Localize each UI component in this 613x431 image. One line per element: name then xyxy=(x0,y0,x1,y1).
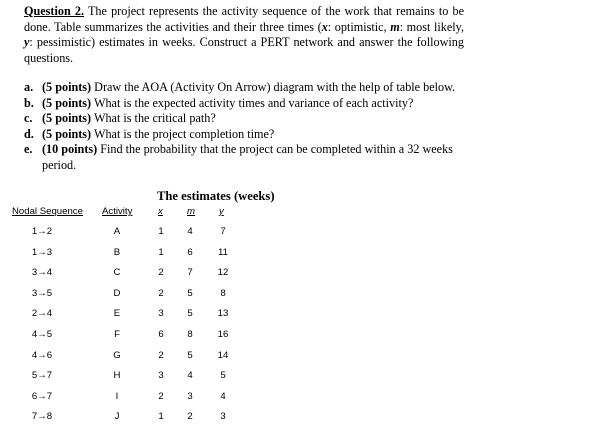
sub-question xyxy=(24,142,474,173)
sub-question-body xyxy=(42,80,474,96)
x-cell: 2 xyxy=(158,349,164,361)
sub-question-letter: d. xyxy=(24,126,34,141)
y-cell: 4 xyxy=(220,390,226,402)
sub-question-points: (5 points) xyxy=(42,126,92,141)
sub-question-text: What is the project completion time? xyxy=(93,126,275,141)
m-cell: 5 xyxy=(187,349,193,361)
nodal-sequence-cell: 1→2 xyxy=(31,226,53,237)
y-symbol: y xyxy=(24,35,30,50)
activity-cell: F xyxy=(114,329,120,340)
activity-cell: D xyxy=(113,287,121,299)
x-cell: 2 xyxy=(158,390,164,402)
sub-question-letter: c. xyxy=(24,111,33,126)
m-cell: 3 xyxy=(187,390,193,402)
x-cell: 1 xyxy=(158,411,164,423)
sub-question-body xyxy=(42,127,474,143)
y-cell: 8 xyxy=(220,287,226,299)
m-symbol: m xyxy=(390,19,400,34)
sub-question-text: Draw the AOA (Activity On Arrow) diagram with the help of table below. xyxy=(94,80,456,94)
header-x: x xyxy=(158,206,163,217)
m-cell: 4 xyxy=(187,370,193,382)
sub-question-points: (5 points) xyxy=(42,111,92,126)
question-text: The project represents the activity sequence of the work that remains to be done. Table summarizes the activities and their three times ( xyxy=(24,4,465,34)
m-cell: 8 xyxy=(187,329,193,340)
sub-question-body xyxy=(42,142,474,173)
header-activity: Activity xyxy=(102,206,133,217)
table-title: The estimates (weeks) xyxy=(157,189,275,203)
sub-question-letter: b. xyxy=(24,95,34,110)
y-cell: 11 xyxy=(218,246,228,258)
m-cell: 5 xyxy=(187,308,193,320)
x-cell: 2 xyxy=(158,267,164,279)
nodal-sequence-cell: 5→7 xyxy=(31,370,53,382)
m-cell: 5 xyxy=(187,287,193,299)
activity-cell: B xyxy=(113,246,121,258)
sub-question-body xyxy=(42,111,474,127)
activity-cell: G xyxy=(113,349,121,361)
sub-question-points: (5 points) xyxy=(42,95,92,110)
y-cell: 13 xyxy=(217,308,229,320)
nodal-sequence-cell: 3→5 xyxy=(31,287,53,299)
sub-question-list xyxy=(24,80,474,174)
sub-question xyxy=(24,111,474,127)
activity-cell: H xyxy=(113,370,121,382)
y-cell: 14 xyxy=(217,349,229,361)
y-description: : pessimistic) estimates in weeks. Construct a PERT network and answer the following questions. xyxy=(24,35,464,65)
activity-cell: A xyxy=(113,226,121,237)
y-cell: 3 xyxy=(220,411,226,423)
sub-question xyxy=(24,96,474,112)
sub-question xyxy=(24,127,474,143)
nodal-sequence-cell: 7→8 xyxy=(31,411,53,423)
sub-question xyxy=(24,80,474,96)
y-cell: 5 xyxy=(220,370,226,382)
nodal-sequence-cell: 6→7 xyxy=(31,390,53,402)
x-cell: 1 xyxy=(158,246,164,258)
y-cell: 12 xyxy=(217,267,229,279)
nodal-sequence-cell: 2→4 xyxy=(31,308,53,320)
m-cell: 6 xyxy=(187,246,193,258)
question-label: Question 2. xyxy=(24,4,85,18)
nodal-sequence-cell: 1→3 xyxy=(31,246,53,258)
sub-question-text: What is the critical path? xyxy=(93,111,216,126)
activity-cell: E xyxy=(113,308,121,320)
m-description: : most likely, xyxy=(399,19,464,34)
x-symbol: x xyxy=(321,19,328,34)
nodal-sequence-cell: 4→5 xyxy=(31,329,53,340)
x-cell: 2 xyxy=(158,287,164,299)
activity-cell: J xyxy=(114,411,120,423)
y-cell: 16 xyxy=(217,329,229,340)
nodal-sequence-cell: 3→4 xyxy=(31,267,53,279)
sub-question-body xyxy=(42,96,474,112)
sub-question-text: What is the expected activity times and variance of each activity? xyxy=(93,95,414,110)
activity-cell: C xyxy=(113,267,121,279)
x-cell: 3 xyxy=(158,308,164,320)
y-cell: 7 xyxy=(220,226,226,237)
x-cell: 3 xyxy=(158,370,164,382)
question-intro xyxy=(24,4,464,66)
x-cell: 1 xyxy=(158,226,164,237)
m-cell: 7 xyxy=(187,267,193,279)
x-cell: 6 xyxy=(158,329,164,340)
header-nodal-sequence: Nodal Sequence xyxy=(12,206,83,217)
activity-cell: I xyxy=(115,390,119,402)
m-cell: 2 xyxy=(187,411,193,423)
sub-question-letter: e. xyxy=(24,142,33,157)
x-description: : optimistic, xyxy=(327,19,391,34)
sub-question-letter: a. xyxy=(24,80,34,94)
sub-question-text: Find the probability that the project can be completed within a 32 weeks period. xyxy=(42,142,453,172)
sub-question-points: (10 points) xyxy=(42,142,98,157)
m-cell: 4 xyxy=(187,226,193,237)
header-m: m xyxy=(187,206,195,217)
sub-question-points: (5 points) xyxy=(42,80,92,94)
header-y: y xyxy=(219,206,224,217)
nodal-sequence-cell: 4→6 xyxy=(31,349,53,361)
